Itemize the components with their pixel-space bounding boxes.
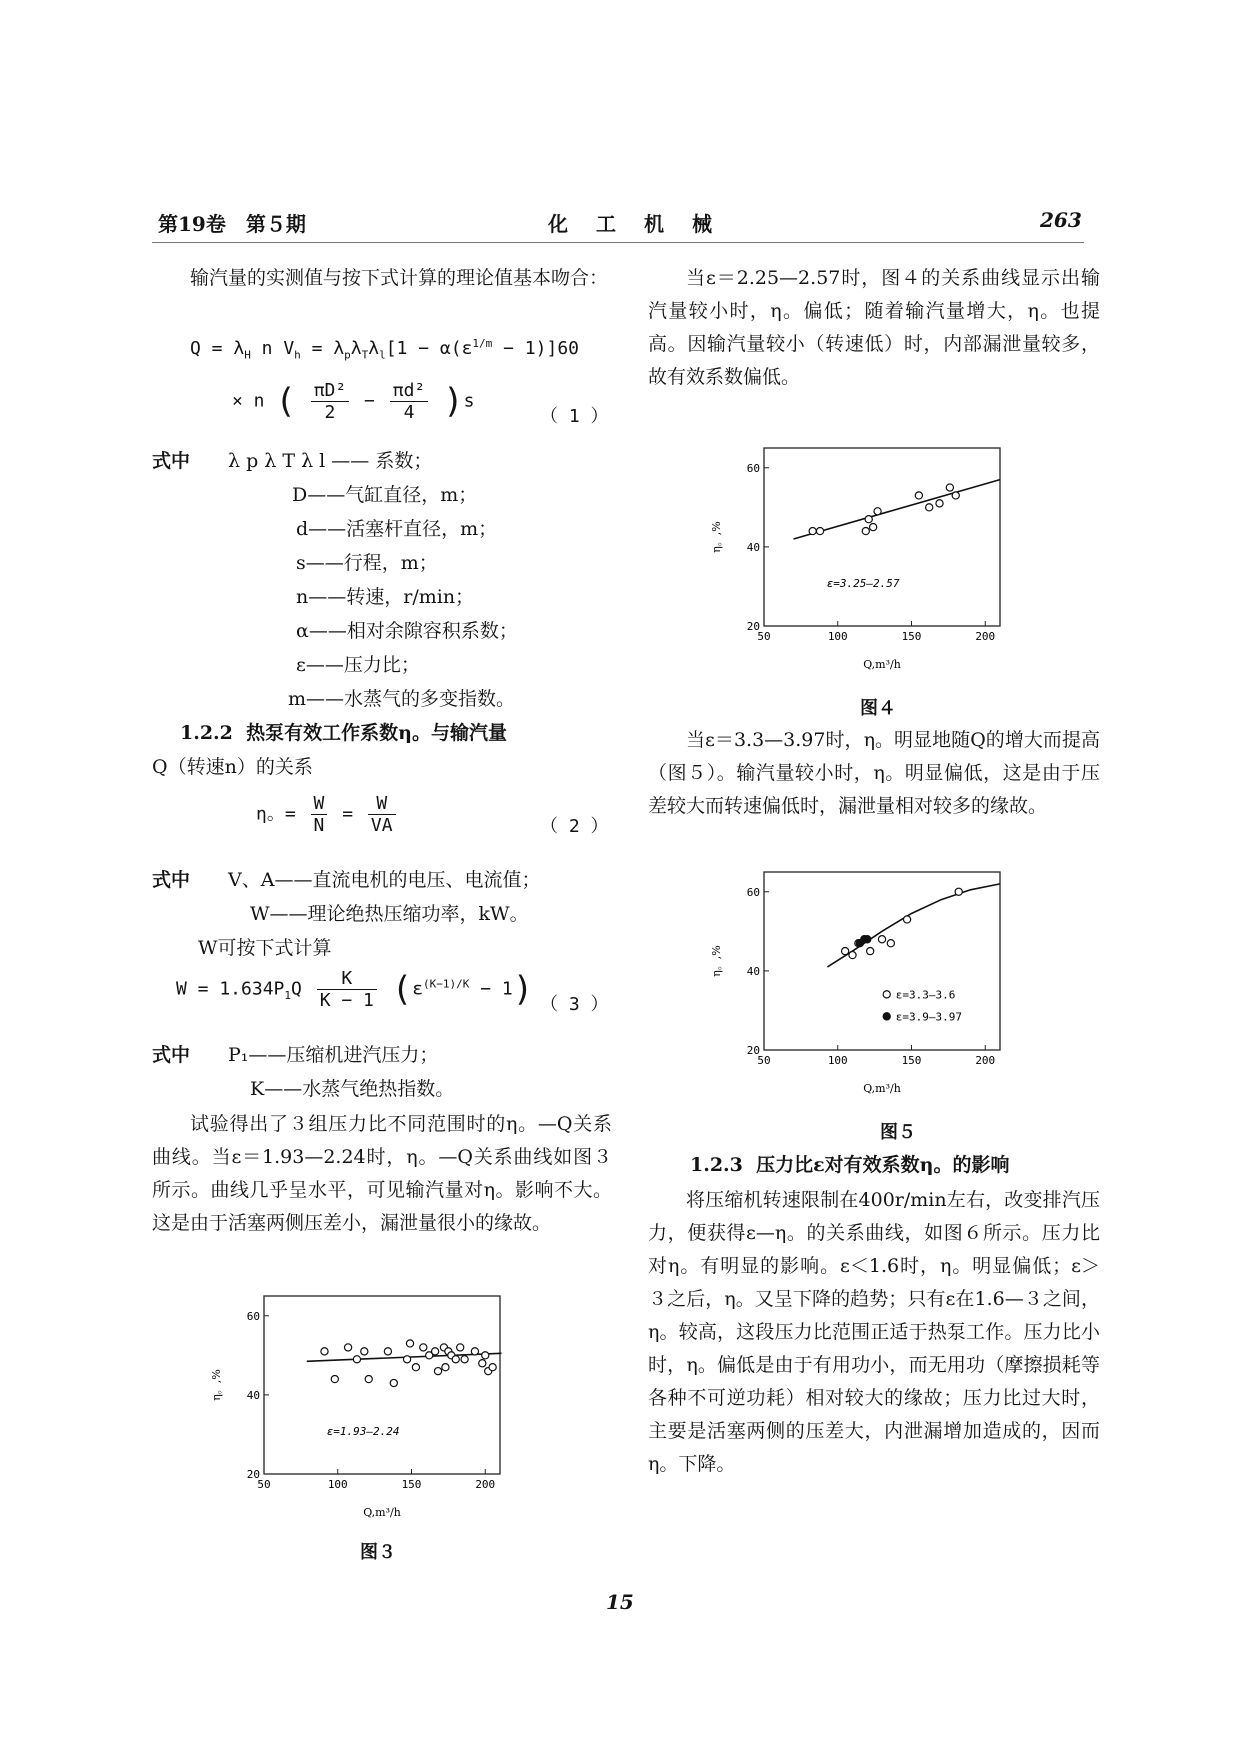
page-number-bottom: 15 — [606, 1590, 634, 1614]
x-axis-label: Q,m³/h — [863, 1082, 901, 1095]
legend-marker — [883, 991, 890, 998]
def-D: D——气缸直径，m； — [292, 484, 478, 506]
plot-frame — [764, 872, 1000, 1050]
y-tick-label: 20 — [246, 1468, 260, 1481]
y-axis-label: η。,% — [710, 521, 723, 553]
data-point — [461, 1356, 468, 1363]
figure-3-caption: 图３ — [360, 1542, 396, 1563]
where-label-3: 式中 — [152, 1044, 191, 1066]
fig5-paragraph: 当ε＝3.3—3.97时，η。明显地随Q的增大而提高（图５）。输汽量较小时，η。明显偏低，这是由于压差较大而转速偏低时，漏泄量相对较多的缘故。 — [648, 729, 1100, 817]
data-point — [331, 1375, 338, 1382]
x-tick-label: 150 — [901, 630, 922, 643]
data-point — [384, 1348, 391, 1355]
data-point — [321, 1348, 328, 1355]
figure-5-caption: 图５ — [880, 1122, 916, 1143]
equation-1-line1: $Q = \lambda_H$ n $V_h = \lambda_p\lambda_T\lambda_l[1 - \alpha(\varepsilon^{1/m} - 1)]60$ — [190, 337, 579, 362]
data-point — [915, 492, 922, 499]
data-point — [471, 1348, 478, 1355]
data-point — [412, 1364, 419, 1371]
data-point — [361, 1348, 368, 1355]
x-tick-label: 150 — [401, 1478, 422, 1491]
data-point — [946, 484, 953, 491]
y-tick-label: 40 — [246, 1388, 260, 1402]
data-point — [390, 1379, 397, 1386]
legend-label: ε=3.9—3.97 — [895, 1010, 962, 1024]
x-tick-label: 100 — [827, 630, 848, 643]
data-point — [874, 508, 881, 515]
data-point — [442, 1364, 449, 1371]
fit-line — [794, 480, 1001, 539]
data-point — [849, 951, 856, 958]
data-point — [420, 1344, 427, 1351]
fig6-paragraph: 将压缩机转速限制在400r/min左右，改变排汽压力，便获得ε—η。的关系曲线，如图６所示。压力比对η。有明显的影响。ε＜1.6时，η。明显偏低；ε＞３之后，η。又呈下降的趋势；只有ε在1.6—３之间，η。较高，这段压力比范围正适于热泵工作。压力比小时，η。偏低是由于有用功小，而无用功（摩擦损耗等各种不可逆功耗）相对较大的缘故；压力比过大时，主要是活塞两侧的压差大，内泄漏增加造成的，因而η。下降。 — [648, 1189, 1100, 1475]
data-point — [936, 500, 943, 507]
y-axis-label: η。,% — [210, 1369, 223, 1401]
data-point — [482, 1352, 489, 1359]
data-point — [955, 888, 962, 895]
y-axis-label: η。,% — [710, 945, 723, 977]
plot-frame — [264, 1296, 500, 1474]
y-tick-label: 40 — [746, 540, 760, 554]
x-tick-label: 50 — [257, 1478, 271, 1491]
x-tick-label: 200 — [975, 630, 996, 643]
y-tick-label: 60 — [746, 461, 760, 475]
y-tick-label: 20 — [746, 620, 760, 633]
def-n: n——转速，r/min； — [296, 586, 475, 608]
data-point — [878, 936, 885, 943]
def-d: d——活塞杆直径，m； — [296, 518, 498, 540]
def-W: W——理论绝热压缩功率，kW。 — [250, 903, 529, 925]
equation-1-line2: × n ( $\frac{\text{πD²}}{2}$ − $\frac{\text{πd²}}{4}$ )s — [232, 380, 475, 423]
x-tick-label: 100 — [827, 1054, 848, 1067]
y-tick-label: 40 — [746, 964, 760, 978]
section-1-2-2-heading-cont: Q（转速n）的关系 — [152, 756, 313, 778]
journal-title: 化 工 机 械 — [548, 212, 716, 236]
data-point — [457, 1344, 464, 1351]
data-point — [403, 1356, 410, 1363]
data-point — [926, 504, 933, 511]
data-point — [816, 527, 823, 534]
issue-label: 第19卷 第５期 — [158, 212, 306, 236]
data-point — [903, 916, 910, 923]
data-point — [867, 948, 874, 955]
legend-label: ε=3.3—3.6 — [895, 988, 956, 1002]
x-tick-label: 200 — [475, 1478, 496, 1491]
figure-5-chart — [700, 866, 1060, 1111]
x-tick-label: 150 — [901, 1054, 922, 1067]
data-point — [865, 516, 872, 523]
data-point — [432, 1348, 439, 1355]
equation-3: $W = 1.634P_1Q$ $\frac{K}{K - 1}$ $(\varepsilon^{(K-1)/K} - 1)$ — [176, 968, 534, 1011]
data-point — [952, 492, 959, 499]
data-point — [406, 1340, 413, 1347]
def-VA: V、A——直流电机的电压、电流值； — [228, 869, 541, 891]
header-rule — [152, 242, 1084, 243]
data-point — [809, 527, 816, 534]
x-axis-label: Q,m³/h — [863, 658, 901, 671]
def-K: K——水蒸气绝热指数。 — [250, 1078, 455, 1100]
equation-2-number: （ 2 ） — [540, 816, 609, 837]
section-1-2-2-heading: 1.2.2 热泵有效工作系数η。与输汽量 — [180, 722, 507, 744]
data-point — [870, 524, 877, 531]
figure-3 — [200, 1290, 560, 1534]
fig3-paragraph: 试验得出了３组压力比不同范围时的η。—Q关系曲线。当ε＝1.93—2.24时，η。—Q关系曲线如图３所示。曲线几乎呈水平，可见输汽量对η。影响不大。这是由于活塞两侧压差小，漏泄量很小的缘故。 — [152, 1113, 612, 1234]
data-point — [489, 1364, 496, 1371]
legend-marker — [883, 1013, 890, 1020]
def-P1: P₁——压缩机进汽压力； — [228, 1044, 439, 1066]
figure-4 — [700, 442, 1060, 691]
fig4-paragraph: 当ε＝2.25—2.57时，图４的关系曲线显示出输汽量较小时，η。偏低；随着输汽量增大，η。也提高。因输汽量较小（转速低）时，内部漏泄量较多，故有效系数偏低。 — [648, 267, 1100, 388]
section-1-2-3-heading: 1.2.3 压力比ε对有效系数η。的影响 — [690, 1154, 1010, 1176]
data-point — [434, 1368, 441, 1375]
range-annotation: ε=1.93—2.24 — [326, 1424, 400, 1438]
def-alpha: α——相对余隙容积系数； — [296, 620, 518, 642]
figure-3-chart — [200, 1290, 560, 1530]
equation-3-number: （ 3 ） — [540, 994, 609, 1015]
equation-2: η。= $\frac{W}{N}$ = $\frac{W}{VA}$ — [256, 793, 400, 836]
def-epsilon: ε——压力比； — [296, 654, 420, 676]
w-calc-label: W可按下式计算 — [198, 937, 332, 959]
data-point — [862, 527, 869, 534]
data-point-filled — [864, 936, 871, 943]
x-tick-label: 50 — [757, 1054, 771, 1067]
data-point — [452, 1356, 459, 1363]
where-label-1: 式中 — [152, 450, 191, 472]
def-s: s——行程，m； — [296, 552, 438, 574]
figure-4-chart — [700, 442, 1060, 687]
x-tick-label: 200 — [975, 1054, 996, 1067]
data-point — [365, 1375, 372, 1382]
x-axis-label: Q,m³/h — [363, 1506, 401, 1519]
page-number-top: 263 — [1040, 208, 1082, 232]
range-annotation: ε=3.25—2.57 — [826, 576, 900, 590]
data-point — [344, 1344, 351, 1351]
data-point — [842, 948, 849, 955]
where-label-2: 式中 — [152, 869, 191, 891]
y-tick-label: 60 — [246, 1309, 260, 1323]
data-point — [353, 1356, 360, 1363]
x-tick-label: 50 — [757, 630, 771, 643]
def-coefficients: λ p λ T λ l —— 系数； — [228, 450, 433, 472]
data-point — [479, 1360, 486, 1367]
def-m: m——水蒸气的多变指数。 — [288, 688, 516, 710]
equation-1-number: （ 1 ） — [540, 406, 609, 427]
y-tick-label: 20 — [746, 1044, 760, 1057]
y-tick-label: 60 — [746, 885, 760, 899]
x-tick-label: 100 — [327, 1478, 348, 1491]
intro-paragraph: 输汽量的实测值与按下式计算的理论值基本吻合： — [190, 267, 609, 289]
data-point — [887, 940, 894, 947]
figure-4-caption: 图４ — [860, 698, 896, 719]
figure-5 — [700, 866, 1060, 1115]
